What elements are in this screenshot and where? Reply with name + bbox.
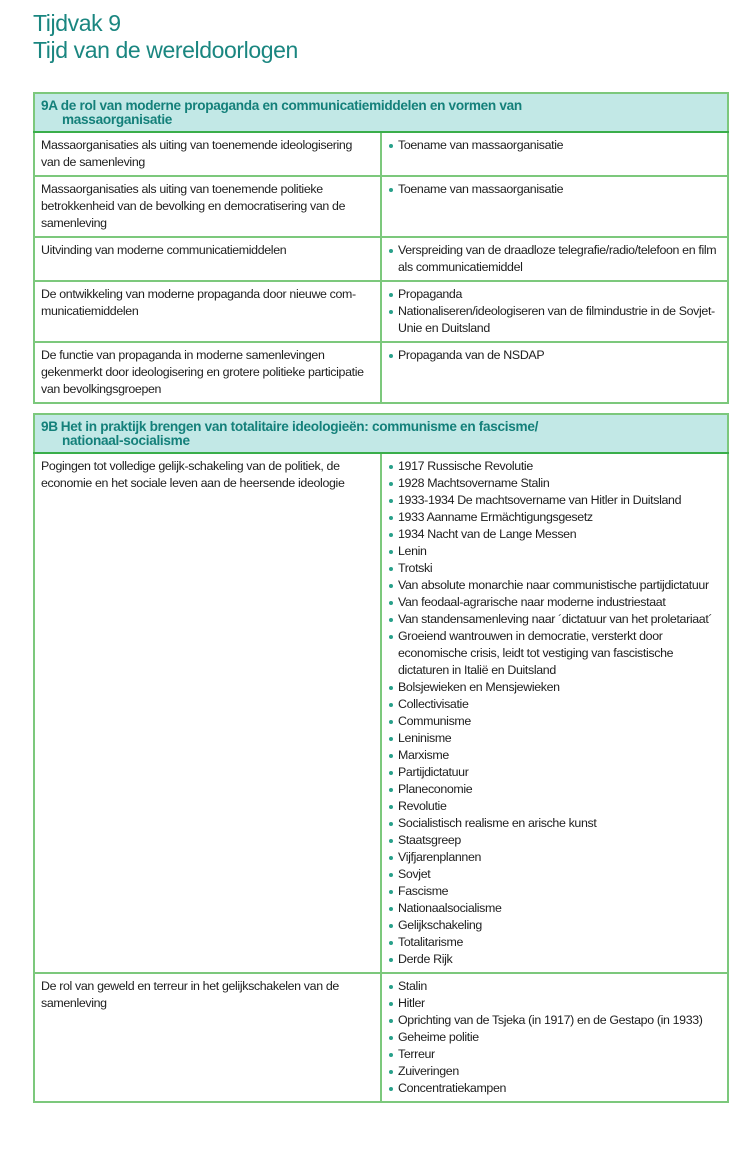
bullet-item: Stalin (388, 978, 721, 995)
bullet-item: Gelijkschakeling (388, 917, 721, 934)
concepts-cell (381, 973, 728, 1102)
characteristic-cell: Pogingen tot volledige gelijk-schakeling van de politiek, de economie en het sociale leven aan de heersende ideologie (34, 453, 381, 973)
bullet-item: 1934 Nacht van de Lange Messen (388, 526, 721, 543)
bullet-item: Trotski (388, 560, 721, 577)
table-row (34, 132, 728, 176)
bullet-item: Collectivisatie (388, 696, 721, 713)
section-header-9b (34, 414, 728, 453)
table-row (34, 973, 728, 1102)
characteristic-cell: De ontwikkeling van moderne propaganda door nieuwe com-municatiemiddelen (34, 281, 381, 342)
bullet-item: Concentratiekampen (388, 1080, 721, 1097)
bullet-item: Nationaliseren/ideologiseren van de filmindustrie in de Sovjet-Unie en Duitsland (388, 303, 721, 337)
section-table-9a (33, 92, 729, 404)
bullet-item: Van standensamenleving naar ´dictatuur van het proletariaat´ (388, 611, 721, 628)
bullet-item: Revolutie (388, 798, 721, 815)
table-row (34, 237, 728, 281)
period-name: Tijd van de wereldoorlogen (33, 37, 298, 63)
table-row (34, 176, 728, 237)
bullet-item: Toename van massaorganisatie (388, 137, 721, 154)
characteristic-cell: Uitvinding van moderne communicatiemiddelen (34, 237, 381, 281)
bullet-item: Staatsgreep (388, 832, 721, 849)
bullet-item: 1928 Machtsovername Stalin (388, 475, 721, 492)
bullet-item: 1917 Russische Revolutie (388, 458, 721, 475)
characteristic-cell: De rol van geweld en terreur in het gelijkschakelen van de samenleving (34, 973, 381, 1102)
characteristic-cell: Massaorganisaties als uiting van toenemende politieke betrokkenheid van de bevolking en democratisering van de samenleving (34, 176, 381, 237)
bullet-item: Van absolute monarchie naar communistische partijdictatuur (388, 577, 721, 594)
bullet-item: Derde Rijk (388, 951, 721, 968)
bullet-item: Lenin (388, 543, 721, 560)
section-code: 9B (41, 419, 58, 434)
bullet-item: 1933 Aanname Ermächtigungsgesetz (388, 509, 721, 526)
bullet-item: Propaganda (388, 286, 721, 303)
characteristic-cell: Massaorganisaties als uiting van toenemende ideologisering van de samenleving (34, 132, 381, 176)
bullet-item: Nationaalsocialisme (388, 900, 721, 917)
bullet-item: Geheime politie (388, 1029, 721, 1046)
section-title: de rol van moderne propaganda en communicatiemiddelen en vormen van (60, 98, 522, 113)
section-table-9b (33, 413, 729, 1103)
concepts-cell (381, 281, 728, 342)
section-title-cont: massaorganisatie (62, 112, 173, 127)
bullet-item: Fascisme (388, 883, 721, 900)
concepts-cell (381, 342, 728, 403)
table-row (34, 453, 728, 973)
concepts-cell (381, 176, 728, 237)
bullet-item: Leninisme (388, 730, 721, 747)
bullet-item: Verspreiding van de draadloze telegrafie/radio/telefoon en film als communicatiemiddel (388, 242, 721, 276)
page-title (33, 10, 298, 64)
period-number: Tijdvak 9 (33, 10, 121, 36)
section-header-9a (34, 93, 728, 132)
bullet-item: Terreur (388, 1046, 721, 1063)
section-title: Het in praktijk brengen van totalitaire ideologieën: communisme en fascisme/ (60, 419, 539, 434)
bullet-item: Socialistisch realisme en arische kunst (388, 815, 721, 832)
bullet-item: Bolsjewieken en Mensjewieken (388, 679, 721, 696)
bullet-item: Zuiveringen (388, 1063, 721, 1080)
bullet-item: Groeiend wantrouwen in democratie, versterkt door economische crisis, leidt tot vestiging van fascistische dictaturen in Italië en Duitsland (388, 628, 721, 679)
section-code: 9A (41, 98, 58, 113)
bullet-item: 1933-1934 De machtsovername van Hitler in Duitsland (388, 492, 721, 509)
bullet-item: Marxisme (388, 747, 721, 764)
bullet-item: Toename van massaorganisatie (388, 181, 721, 198)
bullet-item: Communisme (388, 713, 721, 730)
bullet-item: Planeconomie (388, 781, 721, 798)
bullet-item: Propaganda van de NSDAP (388, 347, 721, 364)
characteristic-cell: De functie van propaganda in moderne samenlevingen gekenmerkt door ideologisering en grotere politieke participatie van bevolkingsgroepen (34, 342, 381, 403)
bullet-item: Totalitarisme (388, 934, 721, 951)
concepts-cell (381, 132, 728, 176)
table-row (34, 342, 728, 403)
concepts-cell (381, 237, 728, 281)
bullet-item: Van feodaal-agrarische naar moderne industriestaat (388, 594, 721, 611)
table-row (34, 281, 728, 342)
bullet-item: Partijdictatuur (388, 764, 721, 781)
bullet-item: Vijfjarenplannen (388, 849, 721, 866)
bullet-item: Hitler (388, 995, 721, 1012)
bullet-item: Sovjet (388, 866, 721, 883)
section-title-cont: nationaal-socialisme (62, 433, 190, 448)
bullet-item: Oprichting van de Tsjeka (in 1917) en de Gestapo (in 1933) (388, 1012, 721, 1029)
concepts-cell (381, 453, 728, 973)
